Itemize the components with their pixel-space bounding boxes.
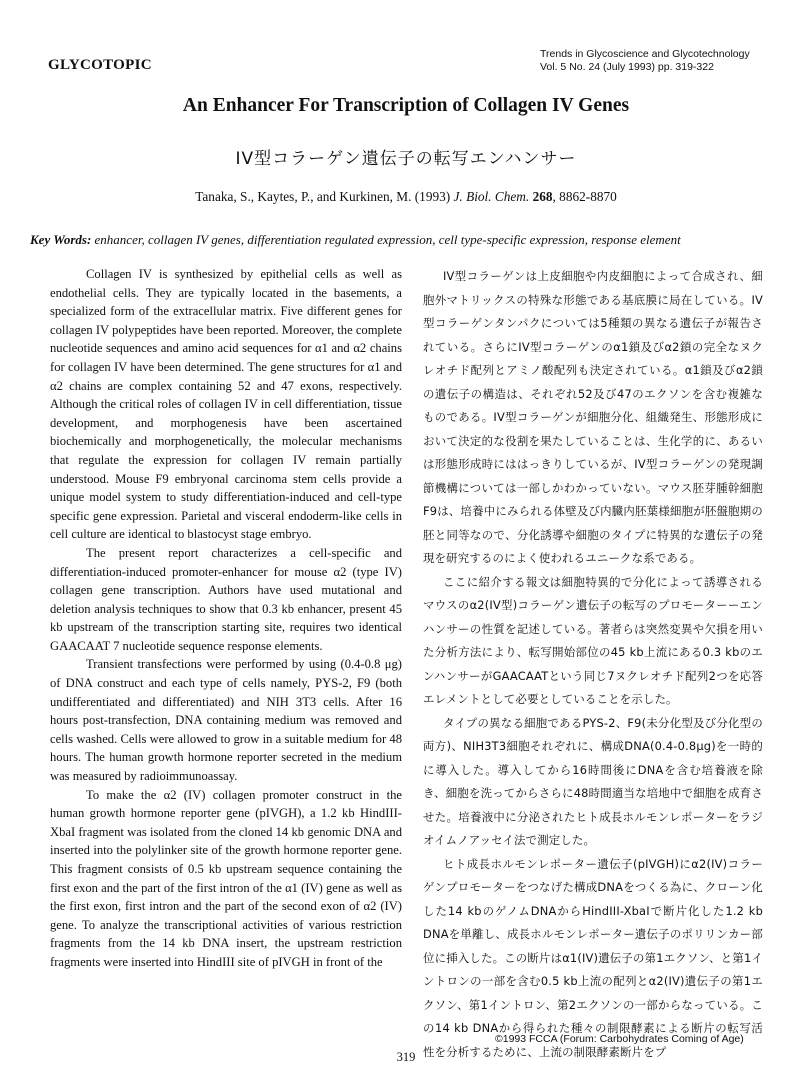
page-number: 319: [396, 1050, 416, 1064]
citation-volume: 268: [532, 189, 553, 204]
english-paragraph: Transient transfections were performed by using (0.4-0.8 μg) of DNA construct and each type of cells namely, PYS-2, F9 (both undifferentiated and differentiated) and NIH 3T3 cells. After 16 hours post-transfection, DNA containing medium was removed and cells washed. Cells were allowed to grow in a suitable medium for 48 hours. The human growth hormone reporter secreted in the medium was measured by radioimmunoassay.: [50, 657, 402, 784]
citation: [0, 189, 812, 205]
journal-volume: Vol. 5 No. 24 (July 1993) pp. 319-322: [540, 61, 714, 73]
japanese-paragraph: タイプの異なる細胞であるPYS-2、F9(未分化型及び分化型の両方)、NIH3T3細胞それぞれに、構成DNA(0.4-0.8μg)を一時的に導入した。導入してから16時間後にDNAを含む培養液を除き、細胞を洗ってからさらに48時間適当な培地中で細胞を成育させた。培養液中に分泌されたヒト成長ホルモンレポーターをラジオイムノアッセイ法で測定した。: [423, 715, 763, 847]
japanese-paragraph: ここに紹介する報文は細胞特異的で分化によって誘導されるマウスのα2(IV型)コラーゲン遺伝子の転写のプロモーターーエンハンサーの性質を記述している。著者らは突然変異や欠損を用いた分析方法により、転写開始部位の45 kb上流にある0.3 kbのエンハンサーがGAACAATという同じ7ヌクレオチド配列2つを応答エレメントとして必要としていることを示した。: [423, 574, 763, 706]
citation-pages: , 8862-8870: [552, 189, 617, 204]
japanese-column: [423, 265, 763, 1064]
keywords-text: enhancer, collagen IV genes, differentiation regulated expression, cell type-specific expression, response element: [94, 232, 681, 247]
japanese-paragraph: IV型コラーゲンは上皮細胞や内皮細胞によって合成され、細胞外マトリックスの特殊な形態である基底膜に局在している。IV型コラーゲンタンパクについては5種類の異なる遺伝子が報告されている。さらにIV型コラーゲンのα1鎖及びα2鎖の完全なヌクレオチド配列とアミノ酸配列も決定されている。α1鎖及びα2鎖の遺伝子の構造は、それぞれ52及び47のエクソンを含む複雑なものである。IV型コラーゲンが細胞分化、組織発生、形態形成において決定的な役割を果たしていることは、生化学的に、あるいは形態形成時にははっきりしているが、IV型コラーゲンの発現調節機構については一部しかわかっていない。マウス胚芽腫幹細胞F9は、培養中にみられる体壁及び内臓内胚葉様細胞が胚盤胞期の胚と同等なので、分化誘導や細胞のタイプに特異的な遺伝子の発現を研究するのによく使われるユニークな系である。: [423, 269, 763, 565]
journal-info: [540, 48, 750, 74]
section-label: GLYCOTOPIC: [48, 57, 152, 73]
article-title-japanese: IV型コラーゲン遺伝子の転写エンハンサー: [235, 149, 577, 169]
article-title-english: An Enhancer For Transcription of Collagen IV Genes: [182, 95, 630, 116]
keywords: [30, 232, 790, 248]
citation-journal: J. Biol. Chem.: [453, 189, 530, 204]
copyright: ©1993 FCCA (Forum: Carbohydrates Coming of Age): [495, 1033, 744, 1045]
english-paragraph: Collagen IV is synthesized by epithelial cells as well as endothelial cells. They are typically located in the basements, a specialized form of the extracellular matrix. Five different genes for collagen IV polypeptides have been reported. Moreover, the complete nucleotide sequences and amino acid sequences for α1 and α2 chains for collagen IV have been determined. The gene structures for α1 and α2 chains are complex containing 52 and 47 exons, respectively. Although the critical roles of collagen IV in cell differentiation, tissue development, and morphogenesis have been ascertained biochemically and morphogenetically, the molecular mechanisms that regulate the expression for collagen IV remain partially understood. Mouse F9 embryonal carcinoma stem cells provide a unique model system to study differentiation-induced and cell-type specific gene expression. Parietal and visceral endoderm-like cells in cell culture are identical to blastocyst stage embryo.: [50, 267, 402, 542]
journal-title: Trends in Glycoscience and Glycotechnology: [540, 48, 750, 60]
citation-authors: Tanaka, S., Kaytes, P., and Kurkinen, M. (1993): [195, 189, 451, 204]
english-paragraph: The present report characterizes a cell-specific and differentiation-induced promoter-enhancer for mouse α2 (type IV) collagen gene transcription. Authors have used mutational and deletion analysis techniques to show that 0.3 kb enhancer, present 45 kb upstream of the transcription starting site, requires two identical GAACAAT 7 nucleotide sequence response elements.: [50, 545, 402, 653]
keywords-label: Key Words:: [30, 232, 92, 247]
english-paragraph: To make the α2 (IV) collagen promoter construct in the human growth hormone reporter gene (pIVGH), a 1.2 kb HindIII-XbaI fragment was isolated from the cloned 14 kb genomic DNA and inserted into the polylinker site of the growth hormone reporter gene. This fragment consists of 0.5 kb upstream sequence containing the first exon and the part of the first intron of the α1 (IV) gene as well as the first exon, first intron and the part of the second exon of α2 (IV) gene. To analyze the transcriptional activities of various restriction fragments from the 14 kb DNA insert, the upstream restriction fragments were inserted into HindIII site of pIVGH in front of the: [50, 787, 402, 969]
english-column: [50, 265, 402, 972]
japanese-paragraph: ヒト成長ホルモンレポーター遺伝子(pIVGH)にα2(IV)コラーゲンプロモーターをつなげた構成DNAをつくる為に、クローン化した14 kbのゲノムDNAからHindIII-XbaIで断片化した1.2 kb DNAを単離し、成長ホルモンレポーター遺伝子のポリリンカー部位に挿入した。この断片はα1(IV)遺伝子の第1エクソン、と第1イントロンの一部を含む0.5 kb上流の配列とα2(IV)遺伝子の第1エクソン、第1イントロン、第2エクソンの一部からなっている。この14 kb DNAから得られた種々の制限酵素による断片の転写活性を分析するために、上流の制限酵素断片をプ: [423, 856, 763, 1059]
